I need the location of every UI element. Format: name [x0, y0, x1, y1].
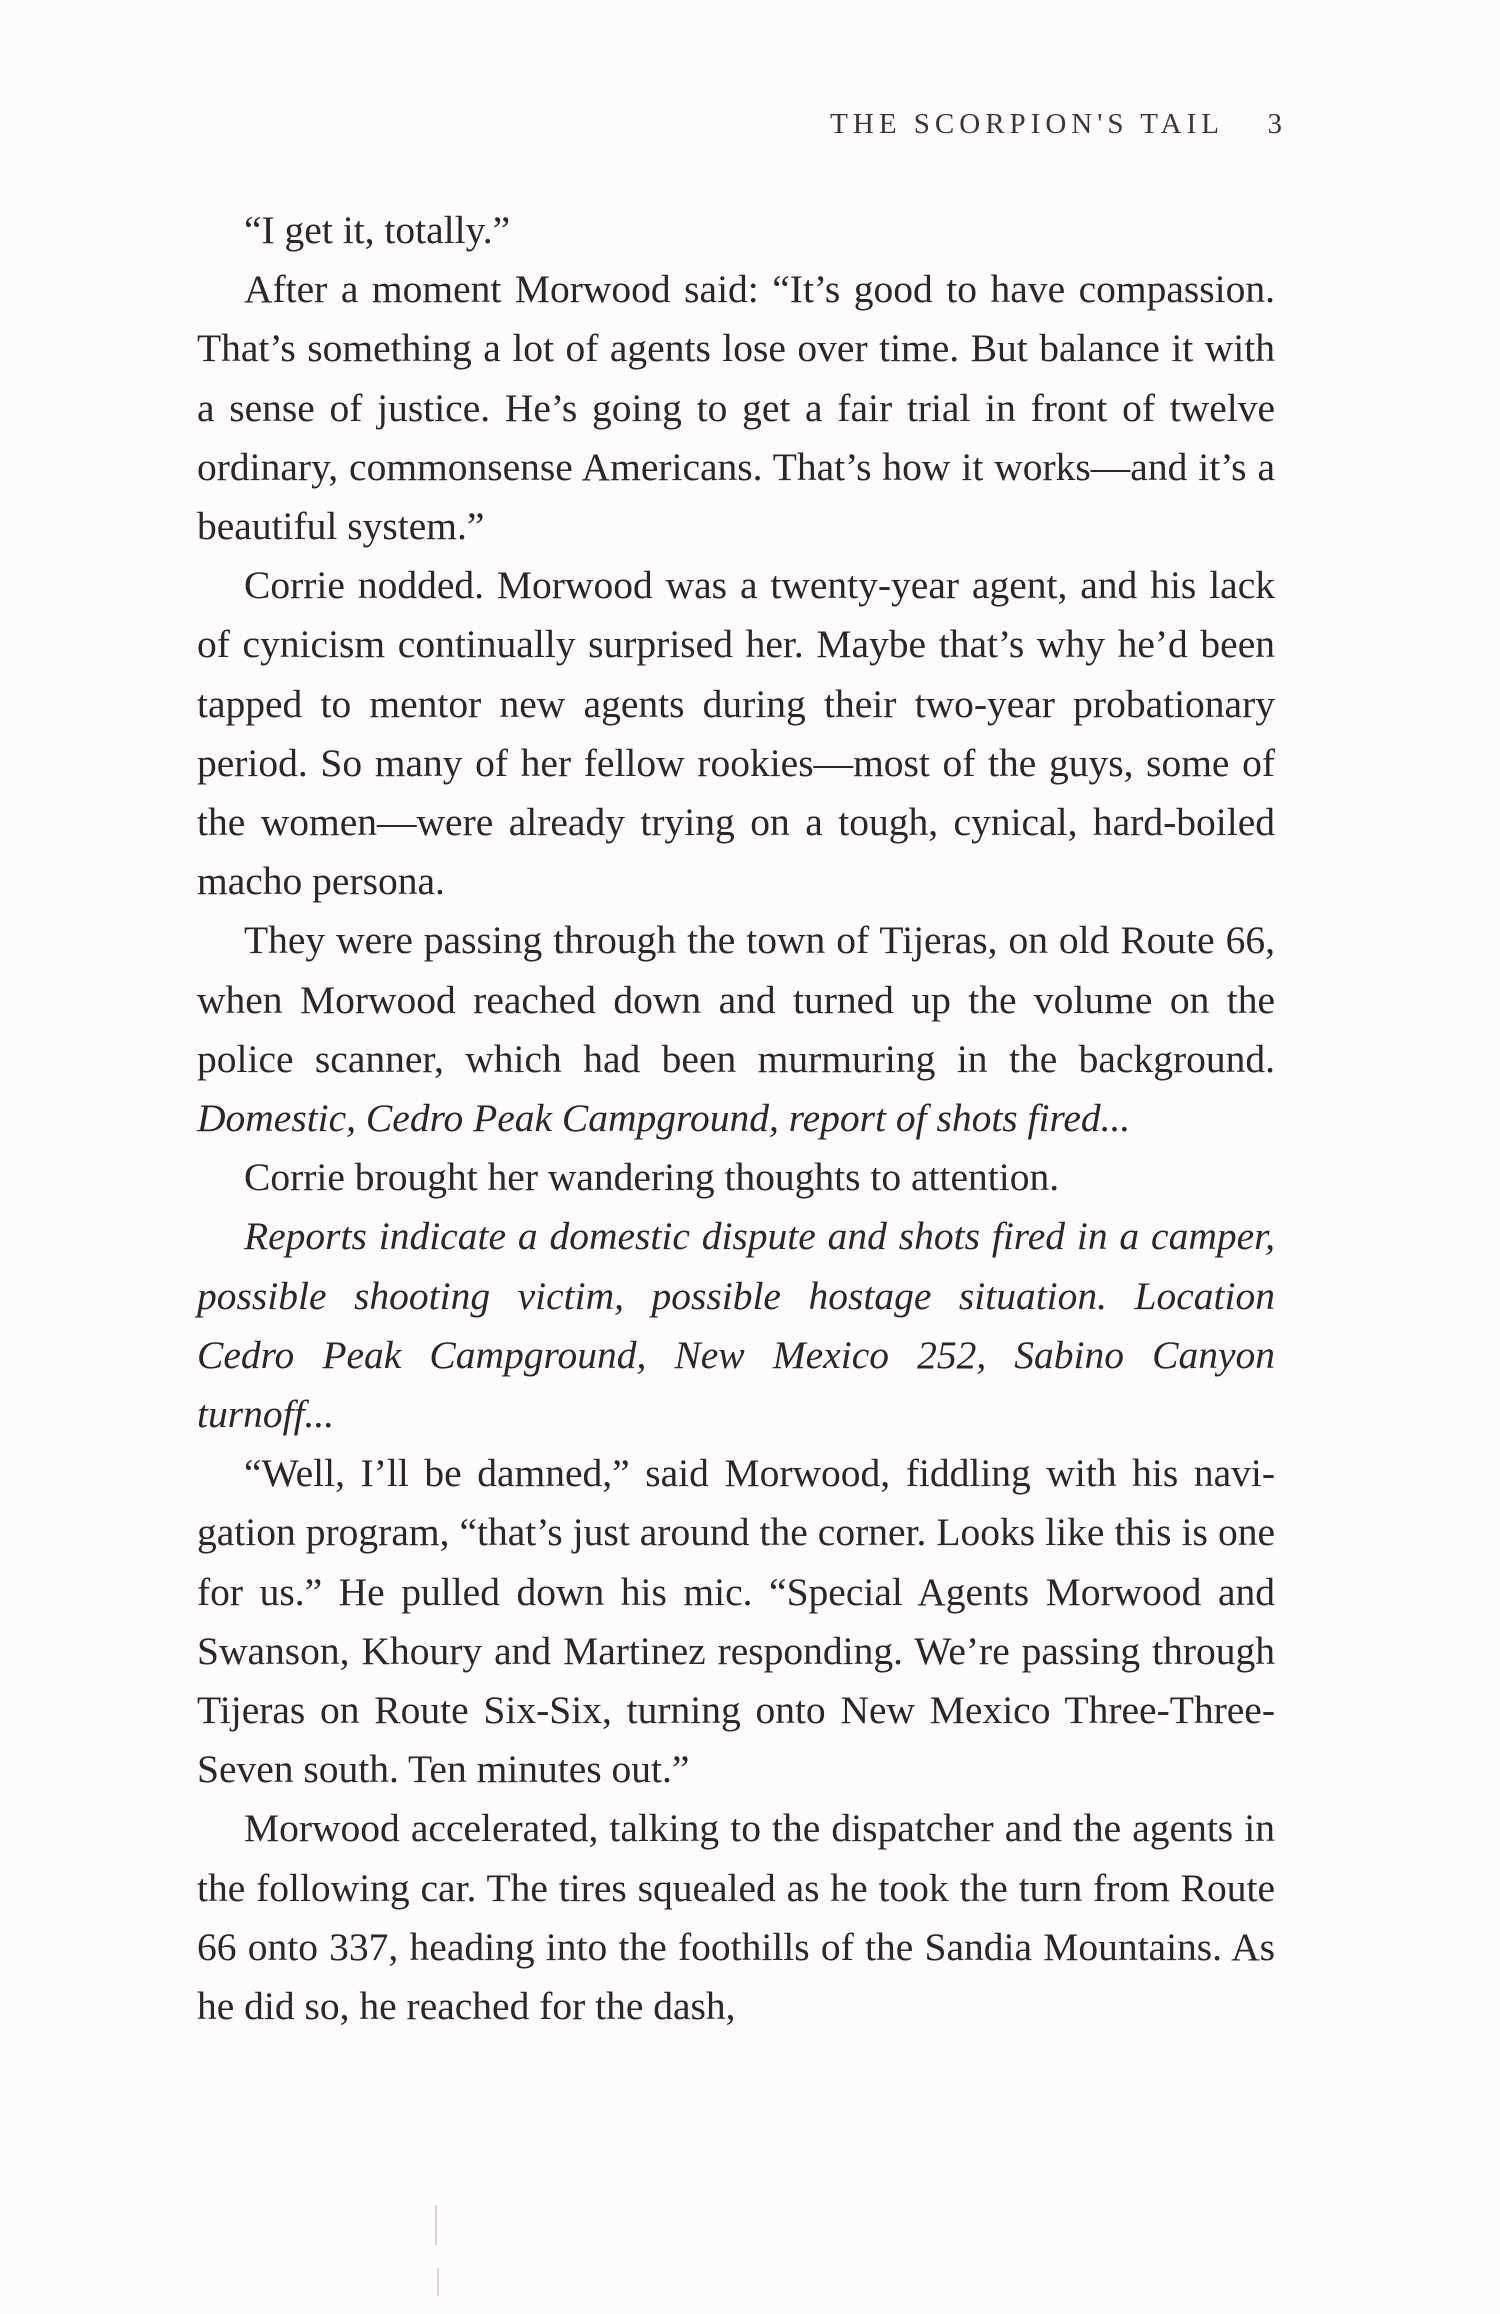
paragraph-5-text: Corrie brought her wandering thoughts to attention. [244, 1155, 1060, 1200]
paragraph-3-text: Corrie nodded. Morwood was a twenty-year agent, and his lack of cynicism continually surprised her. Maybe that’s why he’d been tapped to mentor new agents during their two-year probationary period. So many of her fellow rookies—most of the guys, some of the women—were already trying on a tough, cynical, hard-boiled macho persona. [197, 563, 1275, 904]
paragraph-4-scanner-italic: Domestic, Cedro Peak Campground, report of shots fired... [197, 1096, 1131, 1141]
paragraph-1-text: “I get it, totally.” [244, 208, 511, 252]
paragraph-3 [197, 556, 1275, 911]
scan-artifact-mark [437, 2268, 439, 2296]
paragraph-8 [197, 1799, 1275, 2036]
running-header [700, 108, 1282, 158]
body-text [197, 201, 1275, 2036]
running-title: THE SCORPION'S TAIL [830, 108, 1224, 140]
paragraph-8-text: Morwood accelerated, talking to the dispatcher and the agents in the following car. The tires squealed as he took the turn from Route 66 onto 337, heading into the foothills of the Sandia Mountains. As he did so, he reached for the dash, [197, 1806, 1275, 2029]
paragraph-1 [197, 201, 1275, 260]
paragraph-2-text: After a moment Morwood said: “It’s good to have compassion. That’s something a lot of agents lose over time. But balance it with a sense of justice. He’s going to get a fair trial in front of twelve ordinary, commonsense Americans. That’s how it works—and it’s a beautiful system.” [197, 267, 1275, 549]
paragraph-5 [197, 1148, 1275, 1207]
paragraph-6 [197, 1207, 1275, 1444]
paragraph-6-scanner-italic: Reports indicate a domestic dispute and shots fired in a camper, possible shooting victim, possible hostage situation. Location Cedro Peak Campground, New Mexico 252, Sabino Canyon turnoff... [197, 1214, 1275, 1437]
scan-artifact-mark [435, 2205, 437, 2245]
paragraph-4-text: They were passing through the town of Tijeras, on old Route 66, when Morwood reached down and turned up the volume on the police scanner, which had been murmuring in the background. [197, 918, 1275, 1081]
paragraph-4 [197, 911, 1275, 1148]
paragraph-7-text: “Well, I’ll be damned,” said Morwood, fiddling with his navigation program, “that’s just around the corner. Looks like this is one for us.” He pulled down his mic. “Special Agents Morwood and Swanson, Khoury and Martinez responding. We’re passing through Tijeras on Route Six-Six, turning onto New Mexico Three-Three-Seven south. Ten minutes out.” [197, 1451, 1275, 1792]
paragraph-2 [197, 260, 1275, 556]
page-number: 3 [1267, 108, 1282, 140]
paragraph-7 [197, 1444, 1275, 1799]
